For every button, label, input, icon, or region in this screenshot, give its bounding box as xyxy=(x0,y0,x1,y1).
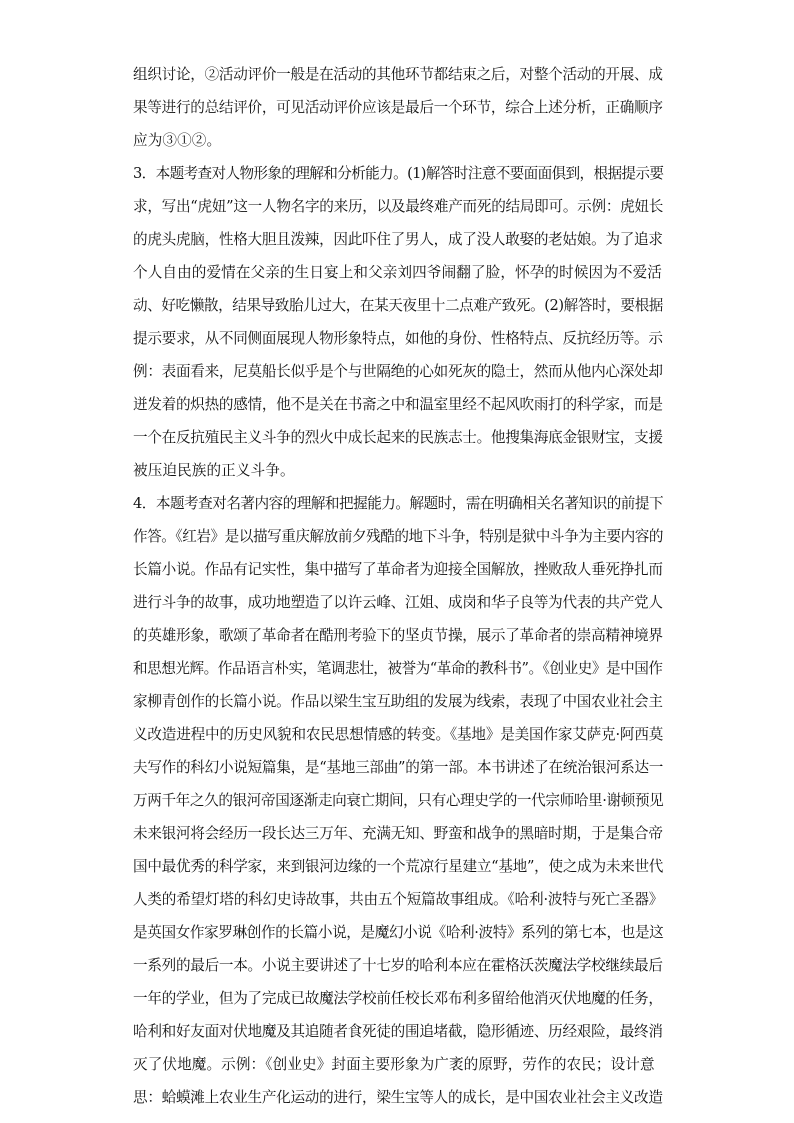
text-line: 果等进行的总结评价，可见活动评价应该是最后一个环节，综合上述分析，正确顺序 xyxy=(133,99,663,116)
text-line: 组织讨论，②活动评价一般是在活动的其他环节都结束之后，对整个活动的开展、成 xyxy=(133,66,663,83)
text-line: 4．本题考查对名著内容的理解和把握能力。解题时，需在明确相关名著知识的前提下 xyxy=(133,495,664,512)
text-line: 国中最优秀的科学家，来到银河边缘的一个荒凉行星建立“基地”，使之成为未来世代 xyxy=(133,858,664,875)
document-page xyxy=(133,58,663,1114)
text-line: 未来银河将会经历一段长达三万年、充满无知、野蛮和战争的黑暗时期，于是集合帝 xyxy=(133,825,663,842)
text-line: 一年的学业，但为了完成已故魔法学校前任校长邓布利多留给他消灭伏地魔的任务， xyxy=(133,990,663,1007)
text-line: 个人自由的爱情在父亲的生日宴上和父亲刘四爷闹翻了脸，怀孕的时候因为不爱活 xyxy=(133,264,662,281)
text-line: 夫写作的科幻小说短篇集，是“基地三部曲”的第一部。本书讲述了在统治银河系达一 xyxy=(133,759,664,776)
text-line: 应为③①②。 xyxy=(133,132,222,149)
text-line: 提示要求，从不同侧面展现人物形象特点，如他的身份、性格特点、反抗经历等。示 xyxy=(133,330,663,347)
text-line: 求，写出“虎妞”这一人物名字的来历，以及最终难产而死的结局即可。示例：虎妞长 xyxy=(133,198,664,215)
text-line: 作答。《红岩》是以描写重庆解放前夕残酷的地下斗争，特别是狱中斗争为主要内容的 xyxy=(133,528,664,545)
text-line: 动、好吃懒散，结果导致胎儿过大，在某天夜里十二点难产致死。(2)解答时，要根据 xyxy=(133,297,663,314)
text-line: 灭了伏地魔。示例：《创业史》封面主要形象为广袤的原野，劳作的农民；设计意 xyxy=(133,1056,655,1073)
text-line: 长篇小说。作品有记实性，集中描写了革命者为迎接全国解放，挫败敌人垂死挣扎而 xyxy=(133,561,663,578)
text-line: 进行斗争的故事，成功地塑造了以许云峰、江姐、成岗和华子良等为代表的共产党人 xyxy=(133,594,663,611)
text-line: 家柳青创作的长篇小说。作品以梁生宝互助组的发展为线索，表现了中国农业社会主 xyxy=(133,693,663,710)
text-line: 被压迫民族的正义斗争。 xyxy=(133,462,295,479)
text-line: 一系列的最后一本。小说主要讲述了十七岁的哈利本应在霍格沃茨魔法学校继续最后 xyxy=(133,957,663,974)
text-line: 例：表面看来，尼莫船长似乎是个与世隔绝的心如死灰的隐士，然而从他内心深处却 xyxy=(133,363,663,380)
text-line: 的虎头虎脑，性格大胆且泼辣，因此吓住了男人，成了没人敢娶的老姑娘。为了追求 xyxy=(133,231,663,248)
text-line: 的英雄形象，歌颂了革命者在酷刑考验下的坚贞节操，展示了革命者的崇高精神境界 xyxy=(133,627,663,644)
text-line: 人类的希望灯塔的科幻史诗故事，共由五个短篇故事组成。《哈利·波特与死亡圣器》 xyxy=(133,891,664,908)
text-line: 迸发着的炽热的感情，他不是关在书斋之中和温室里经不起风吹雨打的科学家，而是 xyxy=(133,396,663,413)
text-line: 义改造进程中的历史风貌和农民思想情感的转变。《基地》是美国作家艾萨克·阿西莫 xyxy=(133,726,664,743)
text-line: 一个在反抗殖民主义斗争的烈火中成长起来的民族志士。他搜集海底金银财宝，支援 xyxy=(133,429,663,446)
text-line: 是英国女作家罗琳创作的长篇小说，是魔幻小说《哈利·波特》系列的第七本，也是这 xyxy=(133,924,664,941)
text-line: 万两千年之久的银河帝国逐渐走向衰亡期间，只有心理史学的一代宗师哈里·谢顿预见 xyxy=(133,792,664,809)
text-line: 和思想光辉。作品语言朴实，笔调悲壮，被誉为“革命的教科书”。《创业史》是中国作 xyxy=(133,660,663,677)
text-line: 思：蛤蟆滩上农业生产化运动的进行，梁生宝等人的成长，是中国农业社会主义改造 xyxy=(133,1089,663,1106)
text-line: 哈利和好友面对伏地魔及其追随者食死徒的围追堵截，隐形循迹、历经艰险，最终消 xyxy=(133,1023,663,1040)
text-line: 3．本题考查对人物形象的理解和分析能力。(1)解答时注意不要面面俱到，根据提示要 xyxy=(133,165,664,182)
